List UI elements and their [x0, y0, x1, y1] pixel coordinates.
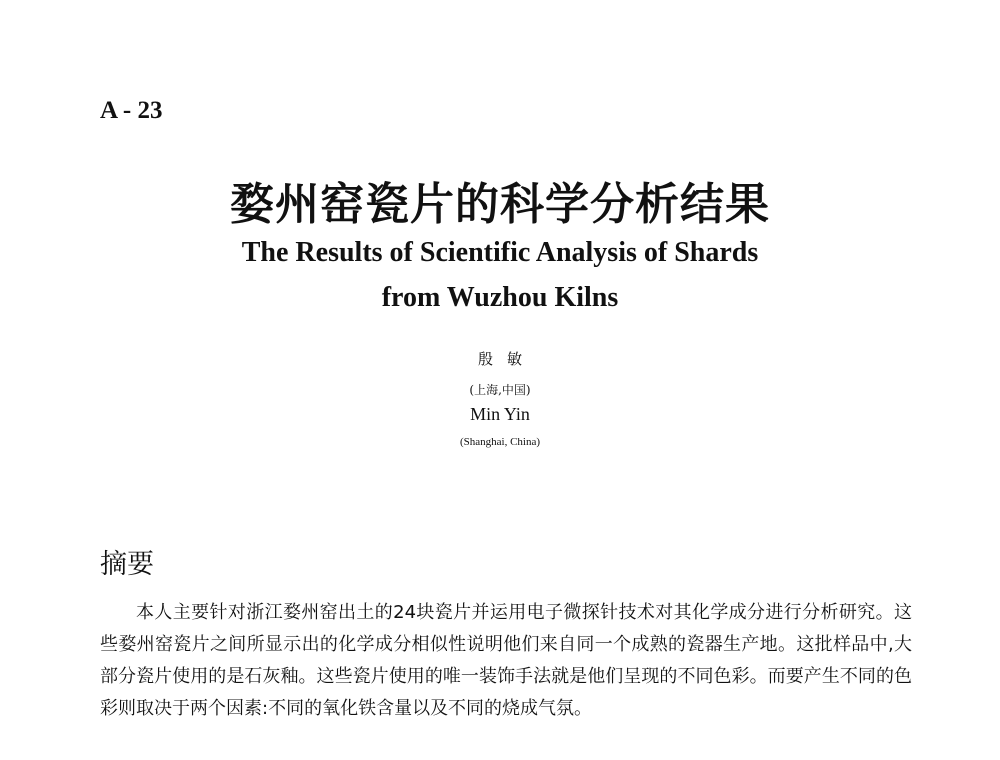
- title-english-line-1: The Results of Scientific Analysis of Shards: [241, 237, 759, 268]
- title-english: [0, 230, 1000, 320]
- affiliation-chinese: (上海,中国): [469, 383, 531, 397]
- title-chinese: 婺州窑瓷片的科学分析结果: [230, 179, 770, 230]
- author-chinese: 殷敏: [477, 350, 536, 368]
- author-english: Min Yin: [470, 404, 530, 424]
- abstract-heading: 摘要: [100, 549, 154, 580]
- title-english-line-2: from Wuzhou Kilns: [381, 282, 619, 313]
- paper-code: A - 23: [100, 97, 163, 124]
- abstract-body: 本人主要针对浙江婺州窑出土的24块瓷片并运用电子微探针技术对其化学成分进行分析研究。这些婺州窑瓷片之间所显示出的化学成分相似性说明他们来自同一个成熟的瓷器生产地。这批样品中,大部分瓷片使用的是石灰釉。这些瓷片使用的唯一装饰手法就是他们呈现的不同色彩。而要产生不同的色彩则取决于两个因素:不同的氧化铁含量以及不同的烧成气氛。: [100, 602, 912, 719]
- affiliation-english: (Shanghai, China): [459, 436, 541, 448]
